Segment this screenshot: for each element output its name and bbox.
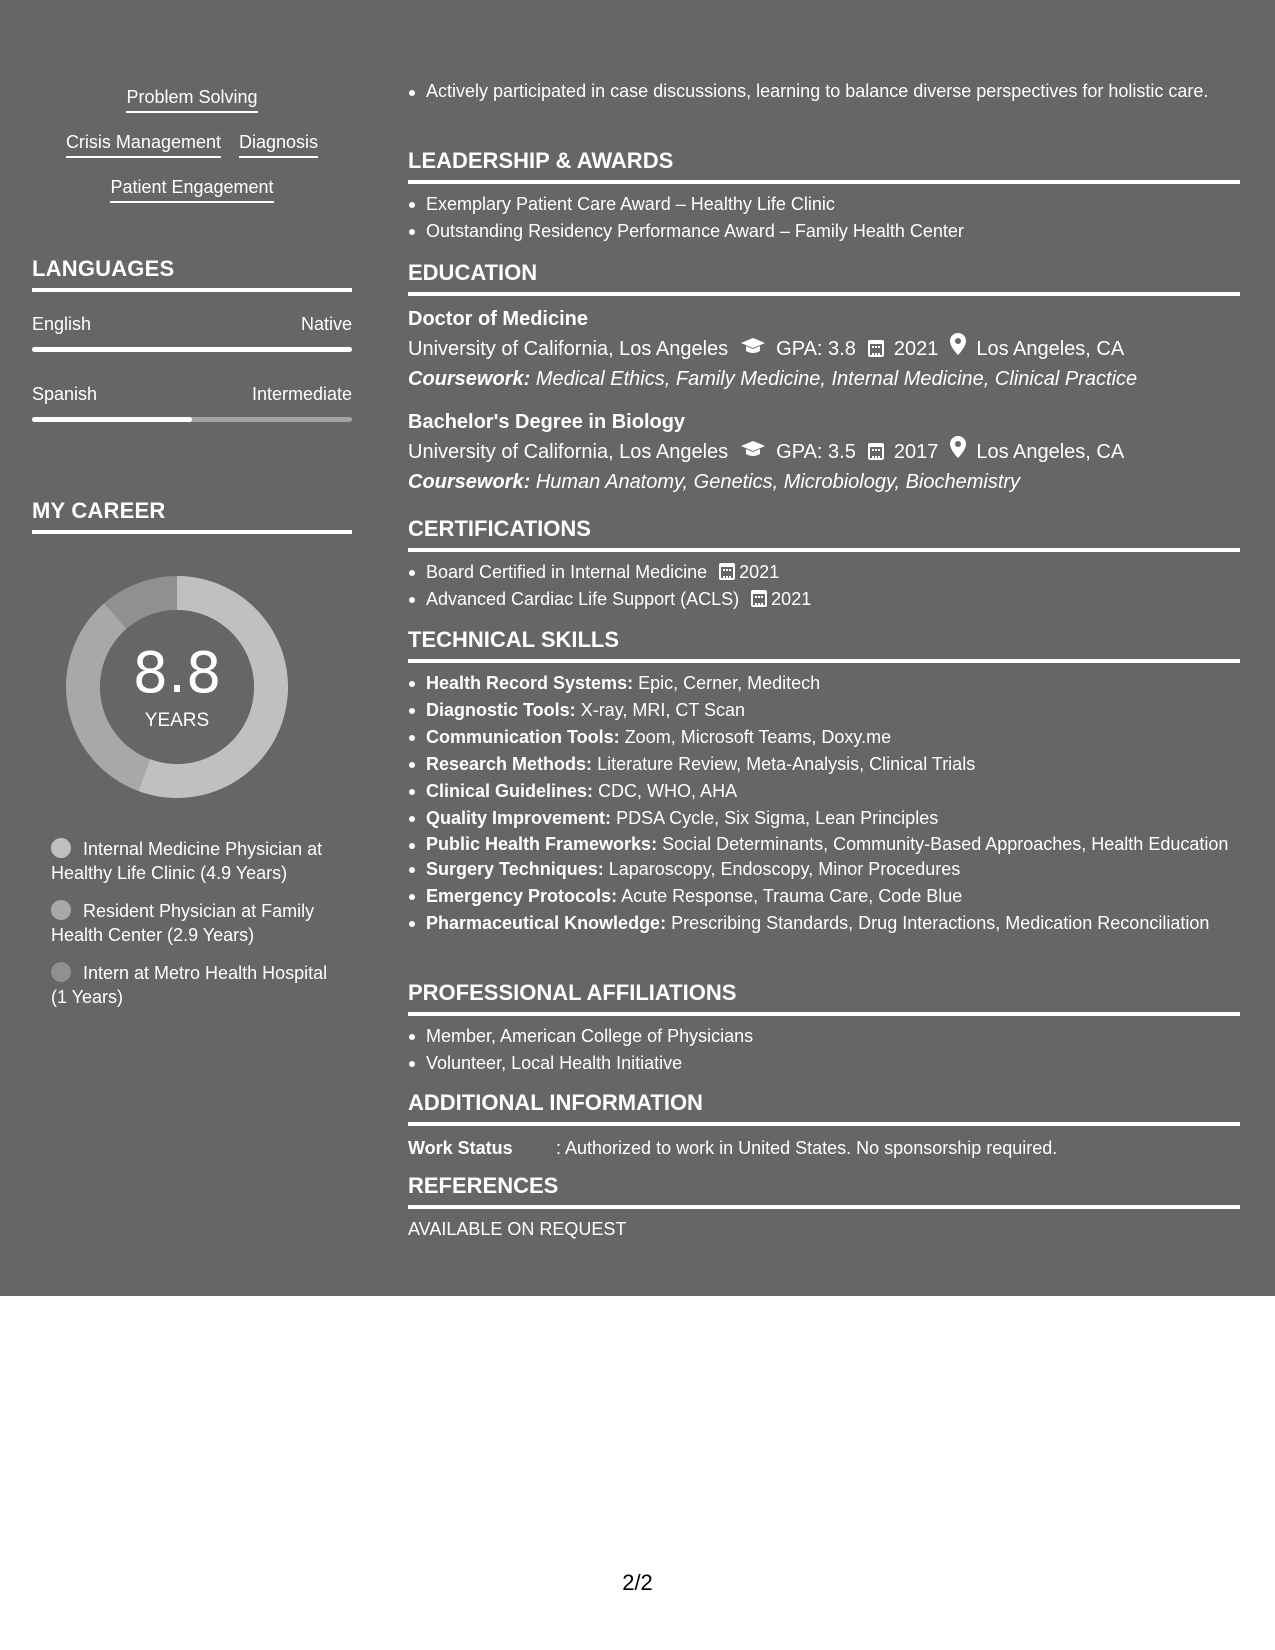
language-name: English [32,314,92,334]
legend-item [51,899,341,947]
skill-category: Communication Tools: [426,727,620,747]
graduation-cap-icon [740,437,766,467]
section-title: TECHNICAL SKILLS [408,627,1240,663]
section-title: EDUCATION [408,260,1240,296]
skill-tag: Crisis Management [66,131,221,158]
references-text: AVAILABLE ON REQUEST [408,1219,627,1239]
language-level: Native [300,314,352,334]
experience-continued [408,79,1240,103]
skill-category: Clinical Guidelines: [426,781,594,801]
technical-skill-item [408,805,1240,832]
degree-title: Bachelor's Degree in Biology [408,411,686,433]
coursework-list: Human Anatomy, Genetics, Microbiology, Biochemistry [535,471,1021,493]
skill-category: Surgery Techniques: [426,859,604,879]
gpa: GPA: 3.5 [776,440,856,463]
language-bar [32,417,352,422]
education-item [408,408,1240,497]
location: Los Angeles, CA [976,440,1125,463]
skill-values: Zoom, Microsoft Teams, Doxy.me [624,727,892,747]
technical-skill-item [408,778,1240,805]
legend-label: Internal Medicine Physician at Healthy Life Clinic (4.9 Years) [51,839,323,883]
technical-skill-item [408,751,1240,778]
calendar-icon [751,590,767,607]
affiliation-item: Volunteer, Local Health Initiative [408,1050,1240,1077]
work-status-label: Work Status [408,1138,513,1158]
calendar-icon [719,563,735,580]
leadership-section [408,148,1240,245]
language-name: Spanish [32,384,98,404]
career-total: 8.8 [132,641,222,706]
references-section [408,1173,1240,1240]
school-name: University of California, Los Angeles [408,440,729,463]
skill-tag: Diagnosis [239,131,318,158]
technical-skill-item [408,670,1240,697]
section-title: ADDITIONAL INFORMATION [408,1090,1240,1126]
career-unit: YEARS [144,710,210,731]
language-item [32,314,352,352]
skill-category: Emergency Protocols: [426,886,618,906]
language-bar-fill [32,417,192,422]
career-donut-chart [66,576,288,798]
skill-category: Quality Improvement: [426,808,612,828]
gpa: GPA: 3.8 [776,337,856,360]
certification-item [408,559,1240,586]
section-title: MY CAREER [32,498,352,534]
career-legend [51,837,341,1023]
certification-item [408,586,1240,613]
coursework [408,467,1240,497]
affiliation-item: Member, American College of Physicians [408,1023,1240,1050]
technical-skill-item [408,856,1240,883]
legend-dot [51,838,71,858]
language-bar-fill [32,347,352,352]
skill-category: Public Health Frameworks: [426,834,658,854]
skill-values: Laparoscopy, Endoscopy, Minor Procedures [608,859,961,879]
skill-category: Pharmaceutical Knowledge: [426,913,667,933]
graduation-cap-icon [740,334,766,364]
coursework-label: Coursework: [408,368,531,390]
skill-values: Prescribing Standards, Drug Interactions, Medication Reconciliation [671,913,1210,933]
work-status-value: : Authorized to work in United States. No sponsorship required. [556,1138,1058,1158]
calendar-icon [868,443,884,460]
legend-dot [51,900,71,920]
language-bar [32,347,352,352]
award-item: Exemplary Patient Care Award – Healthy Life Clinic [408,191,1240,218]
section-title: CERTIFICATIONS [408,516,1240,552]
skill-values: Epic, Cerner, Meditech [638,673,821,693]
technical-skills-section [408,627,1240,937]
legend-item [51,961,341,1009]
location: Los Angeles, CA [976,337,1125,360]
technical-skill-item [408,883,1240,910]
map-pin-icon [950,333,966,364]
skills-list [32,86,352,221]
legend-item [51,837,341,885]
calendar-icon [868,340,884,357]
map-pin-icon [950,436,966,467]
section-title: PROFESSIONAL AFFILIATIONS [408,980,1240,1016]
certification-year: 2021 [739,562,780,582]
legend-dot [51,962,71,982]
skill-category: Research Methods: [426,754,593,774]
skill-values: Acute Response, Trauma Care, Code Blue [621,886,963,906]
additional-info-section [408,1090,1240,1161]
technical-skills-list [408,670,1240,937]
technical-skill-item [408,910,1240,937]
school-name: University of California, Los Angeles [408,337,729,360]
languages-section [32,256,352,422]
certification-year: 2021 [771,589,812,609]
affiliations-section [408,980,1240,1077]
certifications-section [408,516,1240,613]
skill-category: Health Record Systems: [426,673,634,693]
skill-values: Social Determinants, Community-Based Approaches, Health Education [662,834,1229,854]
experience-bullet: Actively participated in case discussions, learning to balance diverse perspectives for holistic care. [408,79,1240,103]
technical-skill-item [408,832,1240,856]
education-details [408,333,1240,364]
year: 2021 [893,337,939,360]
education-item [408,305,1240,394]
section-title: LANGUAGES [32,256,352,292]
degree-title: Doctor of Medicine [408,308,589,330]
legend-label: Intern at Metro Health Hospital (1 Years) [51,963,328,1007]
section-title: LEADERSHIP & AWARDS [408,148,1240,184]
year: 2017 [893,440,939,463]
skill-values: PDSA Cycle, Six Sigma, Lean Principles [616,808,939,828]
work-status-row [408,1135,1240,1161]
skill-tag: Patient Engagement [110,176,273,203]
technical-skill-item [408,697,1240,724]
award-item: Outstanding Residency Performance Award – Family Health Center [408,218,1240,245]
career-section [32,498,352,534]
skill-values: CDC, WHO, AHA [598,781,738,801]
certification-name: Advanced Cardiac Life Support (ACLS) [426,589,740,609]
skill-values: Literature Review, Meta-Analysis, Clinical Trials [597,754,976,774]
language-item [32,384,352,422]
language-level: Intermediate [251,384,352,404]
education-section [408,260,1240,497]
certification-name: Board Certified in Internal Medicine [426,562,708,582]
legend-label: Resident Physician at Family Health Center (2.9 Years) [51,901,315,945]
section-title: REFERENCES [408,1173,1240,1209]
skill-values: X-ray, MRI, CT Scan [580,700,746,720]
skill-tag: Problem Solving [126,86,257,113]
education-details [408,436,1240,467]
technical-skill-item [408,724,1240,751]
skill-category: Diagnostic Tools: [426,700,576,720]
page-number: 2/2 [622,1570,653,1595]
coursework-label: Coursework: [408,471,531,493]
coursework-list: Medical Ethics, Family Medicine, Internal Medicine, Clinical Practice [535,368,1138,390]
coursework [408,364,1240,394]
